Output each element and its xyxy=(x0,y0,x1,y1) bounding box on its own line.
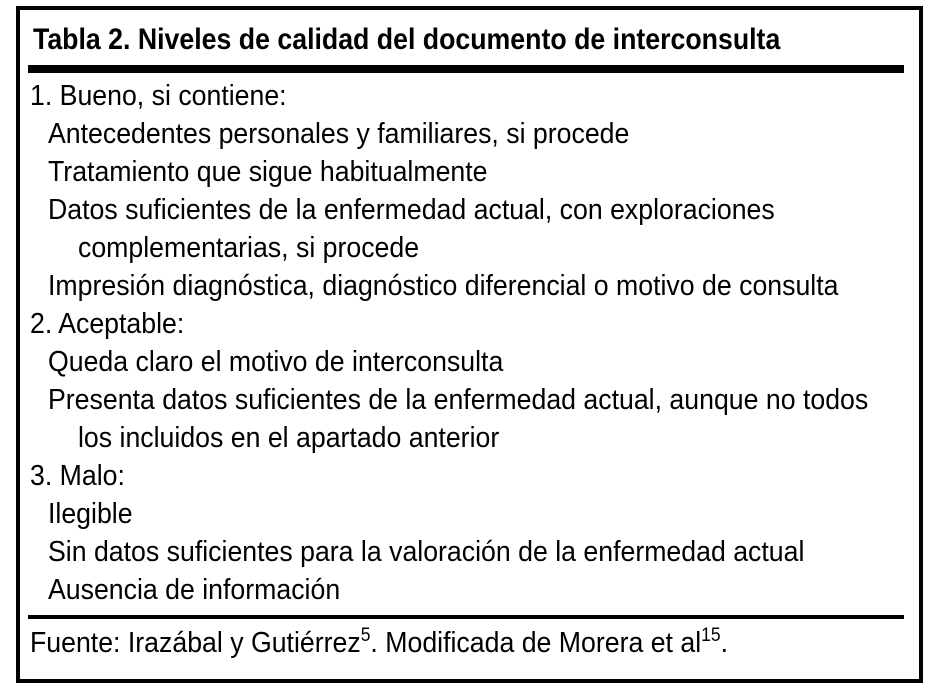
table-row: Ilegible xyxy=(48,498,133,530)
table-row: Tratamiento que sigue habitualmente xyxy=(48,156,488,188)
table-row: 3. Malo: xyxy=(30,460,125,492)
table-row: Datos suficientes de la enfermedad actual, con exploraciones xyxy=(48,194,775,226)
source-text: . xyxy=(720,627,729,659)
table-title: Tabla 2. Niveles de calidad del documento de interconsulta xyxy=(33,23,781,56)
table-body xyxy=(30,77,934,609)
footer-divider-rule xyxy=(28,615,904,619)
table-row: Sin datos suficientes para la valoración de la enfermedad actual xyxy=(48,536,805,568)
table-row: Queda claro el motivo de interconsulta xyxy=(48,346,504,378)
table-row: Presenta datos suficientes de la enfermedad actual, aunque no todos xyxy=(48,384,869,416)
citation-superscript: 15 xyxy=(701,625,721,646)
table-row: los incluidos en el apartado anterior xyxy=(78,422,500,454)
table-row: complementarias, si procede xyxy=(78,232,420,264)
table-row: Antecedentes personales y familiares, si procede xyxy=(48,118,630,150)
title-divider-rule xyxy=(28,65,904,73)
table-row: 1. Bueno, si contiene: xyxy=(30,80,287,112)
table-row: Impresión diagnóstica, diagnóstico diferencial o motivo de consulta xyxy=(48,270,839,302)
source-text: Fuente: Irazábal y Gutiérrez xyxy=(30,627,361,659)
citation-superscript: 5 xyxy=(360,625,371,646)
source-text: . Modificada de Morera et al xyxy=(370,627,702,659)
table-row: Ausencia de información xyxy=(48,574,341,606)
source-footnote xyxy=(30,624,728,662)
table-row: 2. Aceptable: xyxy=(30,308,185,340)
